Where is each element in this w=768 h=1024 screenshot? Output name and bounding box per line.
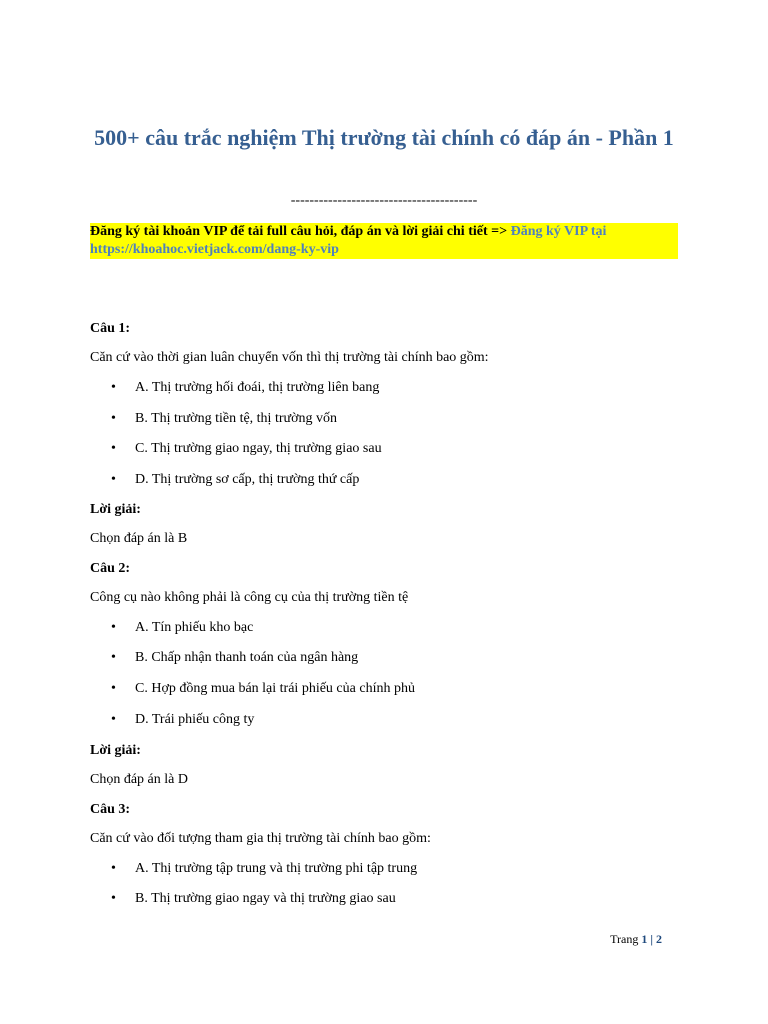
page-current: 1: [641, 932, 648, 946]
vip-register-link[interactable]: Đăng ký VIP tại https://khoahoc.vietjack.com/dang-ky-vip: [90, 224, 607, 257]
bullet-icon: •: [111, 891, 116, 906]
answer-option-text: D. Thị trường sơ cấp, thị trường thứ cấp: [135, 472, 360, 487]
page-label: Trang: [610, 932, 639, 946]
answer-option-text: B. Chấp nhận thanh toán của ngân hàng: [135, 650, 359, 665]
solution-text: Chọn đáp án là B: [90, 531, 188, 546]
bullet-icon: •: [111, 712, 116, 727]
solution-text: Chọn đáp án là D: [90, 772, 188, 787]
bullet-icon: •: [111, 411, 116, 426]
bullet-icon: •: [111, 681, 116, 696]
separator-line: ----------------------------------------: [290, 193, 478, 208]
vip-banner-text: Đăng ký tài khoản VIP để tải full câu hỏi, đáp án và lời giải chi tiết =>: [90, 224, 508, 239]
bullet-icon: •: [111, 861, 116, 876]
answer-option-text: A. Thị trường hối đoái, thị trường liên bang: [135, 380, 380, 395]
solution-label: Lời giải:: [90, 502, 141, 517]
bullet-icon: •: [111, 650, 116, 665]
vip-banner: [90, 223, 678, 259]
bullet-icon: •: [111, 380, 116, 395]
page-divider: |: [650, 932, 653, 946]
bullet-icon: •: [111, 620, 116, 635]
question-label: Câu 2:: [90, 561, 131, 576]
answer-option-text: B. Thị trường giao ngay và thị trường giao sau: [135, 891, 396, 906]
question-prompt: Căn cứ vào thời gian luân chuyển vốn thì thị trường tài chính bao gồm:: [90, 350, 489, 365]
answer-option-text: D. Trái phiếu công ty: [135, 712, 255, 727]
bullet-icon: •: [111, 472, 116, 487]
question-label: Câu 3:: [90, 802, 131, 817]
page-total: 2: [656, 932, 662, 946]
answer-option-text: A. Tín phiếu kho bạc: [135, 620, 254, 635]
question-prompt: Công cụ nào không phải là công cụ của thị trường tiền tệ: [90, 590, 409, 605]
question-label: Câu 1:: [90, 321, 131, 336]
answer-option-text: A. Thị trường tập trung và thị trường phi tập trung: [135, 861, 418, 876]
bullet-icon: •: [111, 441, 116, 456]
question-prompt: Căn cứ vào đối tượng tham gia thị trường tài chính bao gồm:: [90, 831, 431, 846]
answer-option-text: B. Thị trường tiền tệ, thị trường vốn: [135, 411, 337, 426]
page-footer: [610, 932, 662, 946]
answer-option-text: C. Hợp đồng mua bán lại trái phiếu của chính phủ: [135, 681, 415, 696]
document-title: 500+ câu trắc nghiệm Thị trường tài chính có đáp án - Phần 1: [94, 125, 674, 150]
answer-option-text: C. Thị trường giao ngay, thị trường giao sau: [135, 441, 382, 456]
solution-label: Lời giải:: [90, 743, 141, 758]
